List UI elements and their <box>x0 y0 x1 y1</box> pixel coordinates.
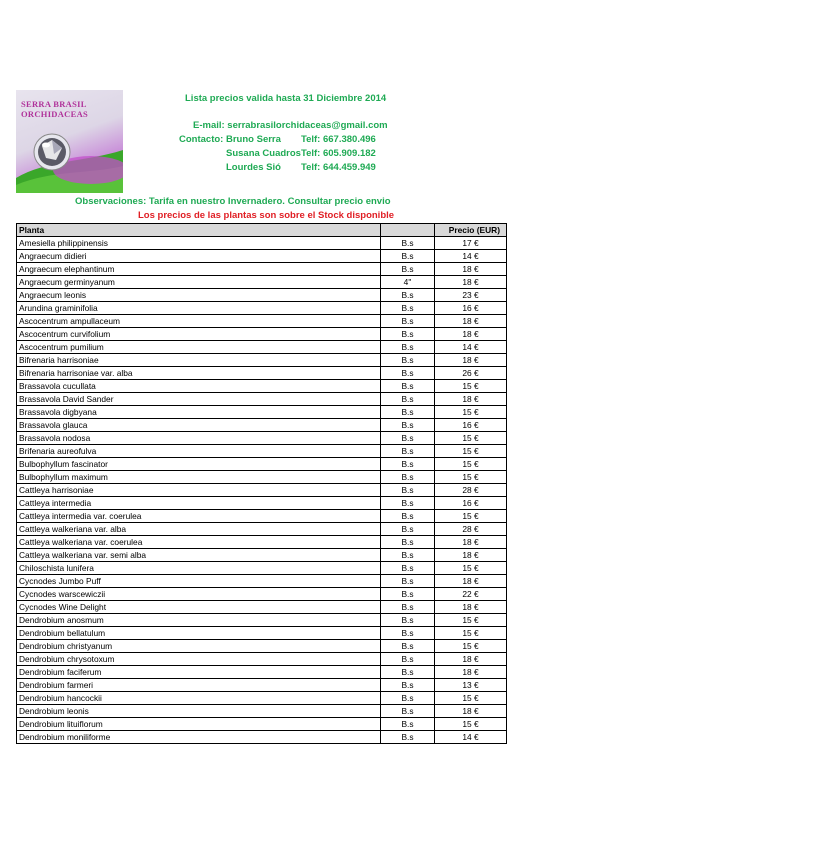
plant-price: 16 € <box>435 419 507 432</box>
email-text: E-mail: serrabrasilorchidaceas@gmail.com <box>193 120 388 131</box>
table-row <box>17 328 507 341</box>
plant-price: 18 € <box>435 653 507 666</box>
table-row <box>17 549 507 562</box>
plant-price: 15 € <box>435 432 507 445</box>
plant-name: Cycnodes Wine Delight <box>17 601 381 614</box>
plant-name: Brassavola glauca <box>17 419 381 432</box>
table-row <box>17 614 507 627</box>
table-row <box>17 536 507 549</box>
plant-size: B.s <box>381 705 435 718</box>
plant-name: Dendrobium faciferum <box>17 666 381 679</box>
plant-size: B.s <box>381 497 435 510</box>
validity-text: Lista precios valida hasta 31 Diciembre 2014 <box>185 93 387 104</box>
plant-size: B.s <box>381 679 435 692</box>
table-row <box>17 484 507 497</box>
plant-name: Bifrenaria harrisoniae var. alba <box>17 367 381 380</box>
contact-phone-2: Telf: 605.909.182 <box>301 148 376 159</box>
plant-price: 28 € <box>435 523 507 536</box>
plant-name: Dendrobium bellatulum <box>17 627 381 640</box>
contact-name-1: Bruno Serra <box>226 134 281 145</box>
plant-price: 18 € <box>435 276 507 289</box>
table-row <box>17 315 507 328</box>
plant-price: 23 € <box>435 289 507 302</box>
plant-price: 15 € <box>435 562 507 575</box>
plant-price: 18 € <box>435 354 507 367</box>
plant-name: Dendrobium moniliforme <box>17 731 381 744</box>
plant-size: B.s <box>381 419 435 432</box>
table-row <box>17 445 507 458</box>
contact-label: Contacto: <box>179 134 224 145</box>
plant-size: B.s <box>381 601 435 614</box>
plant-name: Cattleya walkeriana var. coerulea <box>17 536 381 549</box>
plant-price: 18 € <box>435 536 507 549</box>
table-row <box>17 718 507 731</box>
plant-size: B.s <box>381 341 435 354</box>
plant-name: Brassavola cucullata <box>17 380 381 393</box>
table-row <box>17 419 507 432</box>
plant-name: Bifrenaria harrisoniae <box>17 354 381 367</box>
plant-price: 14 € <box>435 341 507 354</box>
table-header-row <box>17 224 507 237</box>
contact-name-3: Lourdes Sió <box>226 162 281 173</box>
plant-price: 28 € <box>435 484 507 497</box>
plant-price: 15 € <box>435 458 507 471</box>
plant-price: 18 € <box>435 315 507 328</box>
plant-size: B.s <box>381 627 435 640</box>
plant-price: 15 € <box>435 692 507 705</box>
table-row <box>17 471 507 484</box>
plant-price: 26 € <box>435 367 507 380</box>
plant-size: B.s <box>381 458 435 471</box>
table-row <box>17 731 507 744</box>
plant-price: 18 € <box>435 666 507 679</box>
table-row <box>17 601 507 614</box>
table-row <box>17 341 507 354</box>
plant-size: B.s <box>381 263 435 276</box>
table-row <box>17 692 507 705</box>
table-row <box>17 380 507 393</box>
table-row <box>17 354 507 367</box>
plant-name: Chiloschista lunifera <box>17 562 381 575</box>
col-plant-header: Planta <box>17 224 381 237</box>
table-row <box>17 562 507 575</box>
contact-name-2: Susana Cuadros <box>226 148 301 159</box>
col-size-header <box>381 224 435 237</box>
plant-size: B.s <box>381 731 435 744</box>
plant-name: Ascocentrum pumilium <box>17 341 381 354</box>
table-row <box>17 263 507 276</box>
plant-name: Amesiella philippinensis <box>17 237 381 250</box>
plant-size: B.s <box>381 328 435 341</box>
contact-phone-1: Telf: 667.380.496 <box>301 134 376 145</box>
plant-name: Cattleya walkeriana var. alba <box>17 523 381 536</box>
plant-price: 15 € <box>435 640 507 653</box>
plant-size: B.s <box>381 536 435 549</box>
plant-size: B.s <box>381 666 435 679</box>
col-price-header: Precio (EUR) <box>435 224 507 237</box>
brand-line-1: SERRA BRASIL <box>21 99 87 109</box>
table-row <box>17 458 507 471</box>
table-row <box>17 653 507 666</box>
plant-price: 15 € <box>435 445 507 458</box>
plant-size: B.s <box>381 289 435 302</box>
plant-size: B.s <box>381 250 435 263</box>
plant-name: Bulbophyllum fascinator <box>17 458 381 471</box>
brand-logo <box>16 90 123 193</box>
plant-price: 16 € <box>435 497 507 510</box>
plant-name: Dendrobium lituiflorum <box>17 718 381 731</box>
plant-size: B.s <box>381 653 435 666</box>
table-row <box>17 575 507 588</box>
plant-name: Cattleya walkeriana var. semi alba <box>17 549 381 562</box>
plant-size: B.s <box>381 562 435 575</box>
plant-name: Cycnodes Jumbo Puff <box>17 575 381 588</box>
plant-size: B.s <box>381 640 435 653</box>
plant-price: 22 € <box>435 588 507 601</box>
plant-name: Cattleya intermedia <box>17 497 381 510</box>
plant-size: B.s <box>381 315 435 328</box>
plant-size: B.s <box>381 549 435 562</box>
contact-phone-3: Telf: 644.459.949 <box>301 162 376 173</box>
plant-price: 18 € <box>435 705 507 718</box>
plant-price: 17 € <box>435 237 507 250</box>
plant-name: Dendrobium hancockii <box>17 692 381 705</box>
brand-line-2: ORCHIDACEAS <box>21 109 89 119</box>
table-row <box>17 679 507 692</box>
plant-size: B.s <box>381 718 435 731</box>
plant-price: 18 € <box>435 601 507 614</box>
plant-price: 15 € <box>435 380 507 393</box>
plant-price: 18 € <box>435 549 507 562</box>
plant-name: Brassavola David Sander <box>17 393 381 406</box>
plant-name: Dendrobium farmeri <box>17 679 381 692</box>
table-row <box>17 250 507 263</box>
plant-price: 18 € <box>435 393 507 406</box>
plant-name: Brassavola digbyana <box>17 406 381 419</box>
price-table <box>16 223 507 744</box>
table-row <box>17 302 507 315</box>
plant-name: Cycnodes warscewiczii <box>17 588 381 601</box>
plant-size: B.s <box>381 484 435 497</box>
plant-size: B.s <box>381 692 435 705</box>
plant-name: Angraecum leonis <box>17 289 381 302</box>
plant-size: B.s <box>381 445 435 458</box>
plant-price: 15 € <box>435 614 507 627</box>
plant-size: B.s <box>381 432 435 445</box>
observations-text: Observaciones: Tarifa en nuestro Invernadero. Consultar precio envio <box>75 196 391 207</box>
plant-size: B.s <box>381 380 435 393</box>
plant-size: B.s <box>381 523 435 536</box>
plant-name: Dendrobium christyanum <box>17 640 381 653</box>
plant-name: Cattleya harrisoniae <box>17 484 381 497</box>
table-row <box>17 237 507 250</box>
table-row <box>17 523 507 536</box>
plant-size: B.s <box>381 302 435 315</box>
plant-name: Ascocentrum curvifolium <box>17 328 381 341</box>
plant-price: 15 € <box>435 406 507 419</box>
plant-price: 13 € <box>435 679 507 692</box>
table-row <box>17 705 507 718</box>
plant-size: B.s <box>381 588 435 601</box>
plant-size: B.s <box>381 575 435 588</box>
plant-name: Angraecum didieri <box>17 250 381 263</box>
plant-size: B.s <box>381 354 435 367</box>
table-row <box>17 627 507 640</box>
plant-name: Ascocentrum ampullaceum <box>17 315 381 328</box>
plant-price: 15 € <box>435 471 507 484</box>
table-row <box>17 666 507 679</box>
stock-note: Los precios de las plantas son sobre el Stock disponible <box>138 210 395 221</box>
plant-name: Angraecum germinyanum <box>17 276 381 289</box>
table-row <box>17 588 507 601</box>
plant-name: Dendrobium leonis <box>17 705 381 718</box>
plant-price: 14 € <box>435 250 507 263</box>
plant-price: 18 € <box>435 263 507 276</box>
table-row <box>17 289 507 302</box>
plant-price: 15 € <box>435 510 507 523</box>
plant-name: Brassavola nodosa <box>17 432 381 445</box>
table-row <box>17 497 507 510</box>
plant-name: Cattleya intermedia var. coerulea <box>17 510 381 523</box>
plant-price: 18 € <box>435 328 507 341</box>
table-row <box>17 276 507 289</box>
plant-name: Dendrobium chrysotoxum <box>17 653 381 666</box>
plant-size: B.s <box>381 471 435 484</box>
plant-price: 18 € <box>435 575 507 588</box>
plant-price: 16 € <box>435 302 507 315</box>
plant-name: Dendrobium anosmum <box>17 614 381 627</box>
plant-size: B.s <box>381 393 435 406</box>
plant-size: B.s <box>381 406 435 419</box>
table-row <box>17 640 507 653</box>
table-row <box>17 406 507 419</box>
plant-name: Brifenaria aureofulva <box>17 445 381 458</box>
plant-price: 15 € <box>435 718 507 731</box>
plant-name: Angraecum elephantinum <box>17 263 381 276</box>
plant-name: Arundina graminifolia <box>17 302 381 315</box>
plant-price: 14 € <box>435 731 507 744</box>
table-row <box>17 393 507 406</box>
plant-price: 15 € <box>435 627 507 640</box>
table-row <box>17 510 507 523</box>
table-row <box>17 432 507 445</box>
plant-size: B.s <box>381 367 435 380</box>
plant-name: Bulbophyllum maximum <box>17 471 381 484</box>
table-row <box>17 367 507 380</box>
plant-size: B.s <box>381 237 435 250</box>
plant-size: B.s <box>381 510 435 523</box>
plant-size: 4" <box>381 276 435 289</box>
plant-size: B.s <box>381 614 435 627</box>
